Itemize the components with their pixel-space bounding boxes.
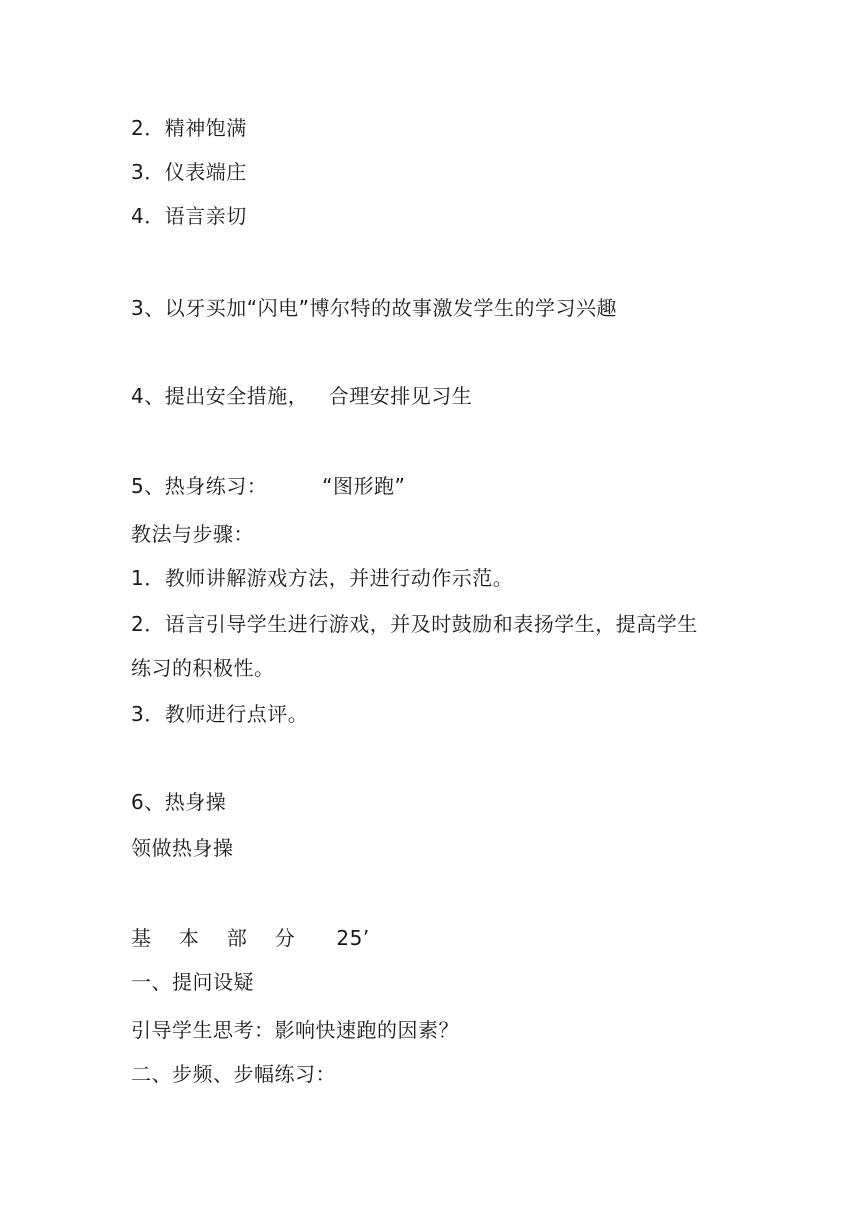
step-safety-measures: 4、提出安全措施， 合理安排见习生 xyxy=(131,384,473,408)
method-item-1: 1．教师讲解游戏方法，并进行动作示范。 xyxy=(131,566,514,590)
step-warmup-exercise: 5、热身练习： “图形跑” xyxy=(131,474,406,498)
main-part-item-1: 一、提问设疑 xyxy=(131,970,254,994)
step-story-motivation: 3、以牙买加“闪电”博尔特的故事激发学生的学习兴趣 xyxy=(131,296,617,320)
item-language: 4．语言亲切 xyxy=(131,204,247,228)
item-spirit: 2．精神饱满 xyxy=(131,116,247,140)
method-item-3: 3．教师进行点评。 xyxy=(131,702,309,726)
item-appearance: 3．仪表端庄 xyxy=(131,160,247,184)
method-item-2-continued: 练习的积极性。 xyxy=(131,656,275,680)
main-part-item-2: 二、步频、步幅练习： xyxy=(131,1062,336,1086)
section-main-part-heading: 基 本 部 分 25’ xyxy=(131,926,370,950)
step-warmup-gymnastics: 6、热身操 xyxy=(131,790,227,814)
method-item-2: 2．语言引导学生进行游戏，并及时鼓励和表扬学生，提高学生 xyxy=(131,612,698,636)
warmup-gymnastics-detail: 领做热身操 xyxy=(131,836,234,860)
main-part-item-1-detail: 引导学生思考：影响快速跑的因素？ xyxy=(131,1018,459,1042)
methods-heading: 教法与步骤： xyxy=(131,522,254,546)
